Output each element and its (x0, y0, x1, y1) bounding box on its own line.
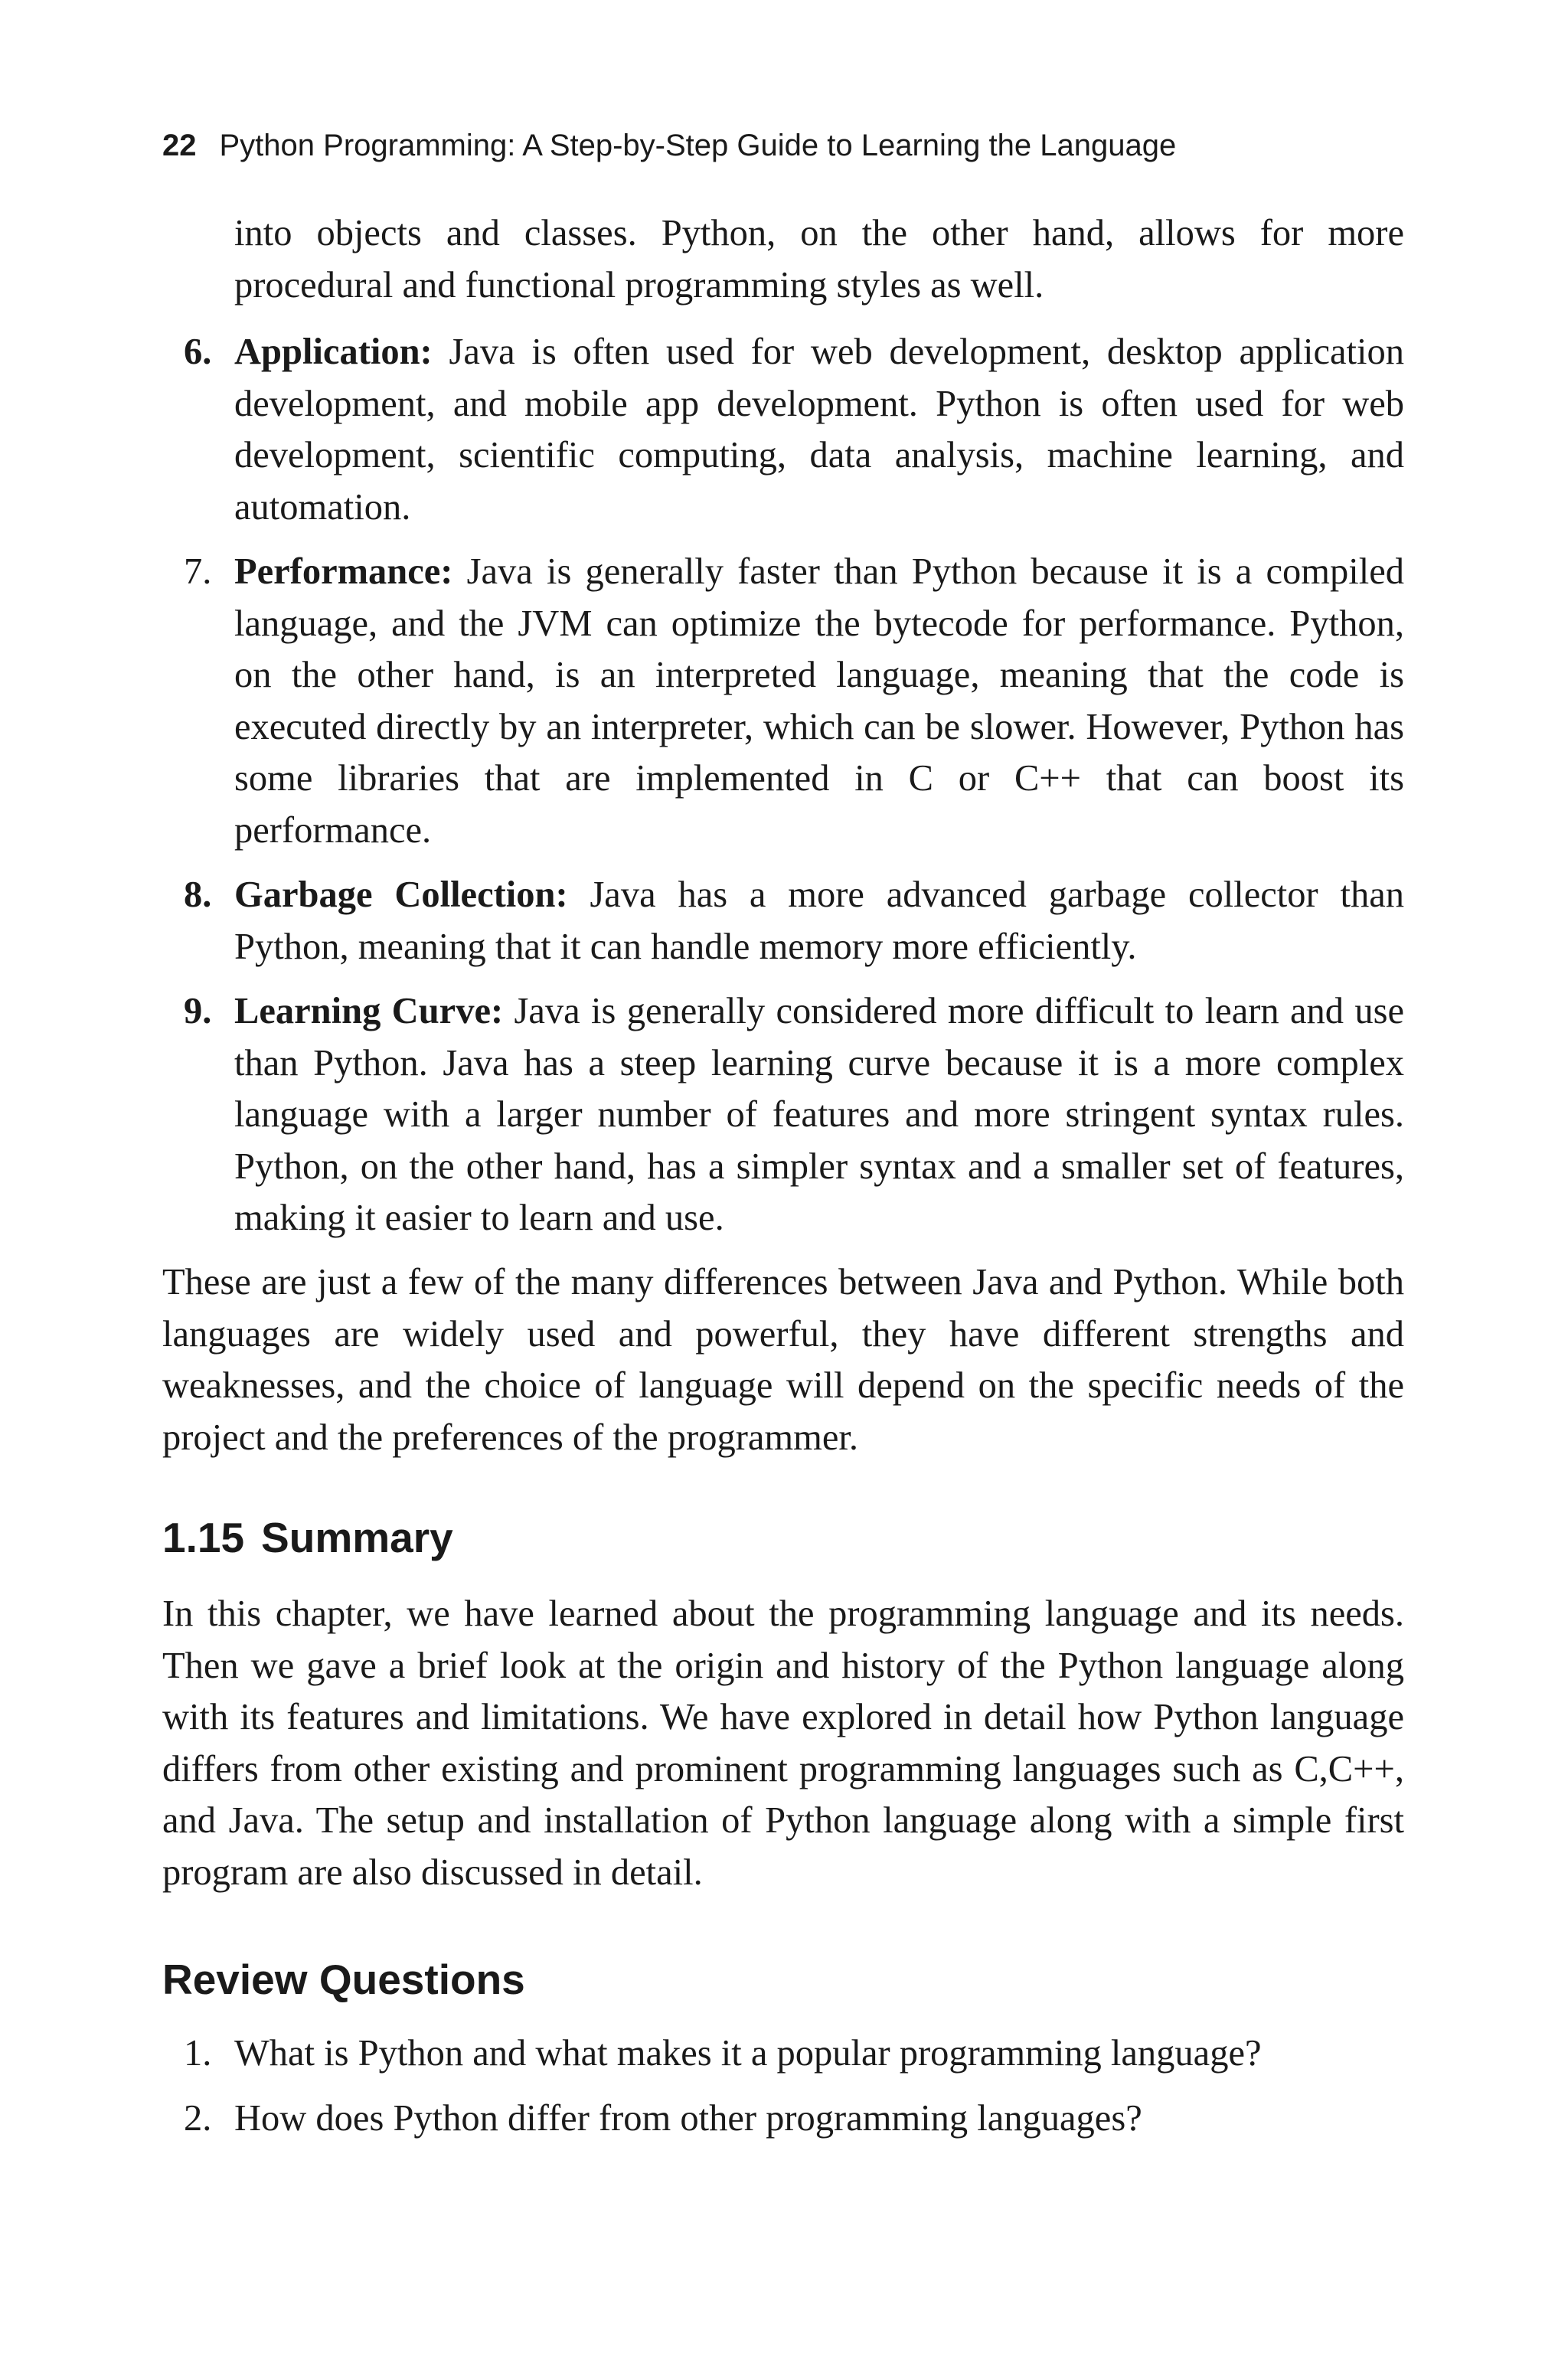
continued-list-text: into objects and classes. Python, on the other hand, allows for more procedural and functional programming styles as well. (234, 213, 1404, 306)
review-questions-list (162, 2028, 1404, 2157)
list-item-term: Performance: (234, 551, 453, 592)
list-item-number: 8. (184, 874, 212, 915)
running-header (162, 127, 1176, 164)
list-item-number: 7. (184, 551, 212, 592)
list-item-number: 6. (184, 332, 212, 372)
list-item-application (162, 326, 1404, 533)
differences-list (162, 326, 1404, 1257)
book-title: Python Programming: A Step-by-Step Guide to Learning the Language (219, 129, 1177, 162)
summary-heading (162, 1513, 453, 1562)
list-item-garbage-collection (162, 869, 1404, 972)
list-item-term: Application: (234, 332, 433, 372)
page-number: 22 (162, 129, 197, 162)
list-item-text: Java is generally considered more difficult to learn and use than Python. Java has a steep learning curve because it is a more complex language with a larger number of features and more stringent syntax rules. Python, on the other hand, has a simpler syntax and a smaller set of features, making it easier to learn and use. (234, 991, 1405, 1238)
list-item-learning-curve (162, 985, 1404, 1244)
list-item-term: Garbage Collection: (234, 874, 568, 915)
list-item-number: 9. (184, 991, 212, 1031)
summary-paragraph: In this chapter, we have learned about the programming language and its needs. Then we gave a brief look at the origin and history of the Python language along with its features and limitations. We have explored in detail how Python language differs from other existing and prominent programming languages such as C,C++, and Java. The setup and installation of Python language along with a simple first program are also discussed in detail. (162, 1593, 1404, 1893)
list-item-term: Learning Curve: (234, 991, 504, 1031)
question-number: 2. (184, 2097, 212, 2139)
closing-paragraph: These are just a few of the many differences between Java and Python. While both languages are widely used and powerful, they have different strengths and weaknesses, and the choice of language will depend on the specific needs of the project and the preferences of the programmer. (162, 1262, 1404, 1458)
list-item-text: Java is generally faster than Python because it is a compiled language, and the JVM can optimize the bytecode for performance. Python, on the other hand, is an interpreted language, meaning that the code is executed directly by an interpreter, which can be slower. However, Python has some libraries that are implemented in C or C++ that can boost its performance. (234, 551, 1404, 851)
section-number: 1.15 (162, 1514, 245, 1561)
question-item (162, 2093, 1404, 2145)
question-text: How does Python differ from other programming languages? (234, 2097, 1142, 2139)
question-text: What is Python and what makes it a popular programming language? (234, 2033, 1262, 2074)
review-questions-heading: Review Questions (162, 1956, 525, 2003)
list-item-text: Java has a more advanced garbage collector than Python, meaning that it can handle memory more efficiently. (234, 874, 1404, 967)
section-title: Summary (261, 1514, 453, 1561)
list-item-performance (162, 546, 1404, 856)
question-item (162, 2028, 1404, 2080)
list-item-text: Java is often used for web development, desktop application development, and mobile app development. Python is often used for web development, scientific computing, data analysis, machine learning, and automation. (234, 332, 1404, 528)
question-number: 1. (184, 2033, 212, 2074)
